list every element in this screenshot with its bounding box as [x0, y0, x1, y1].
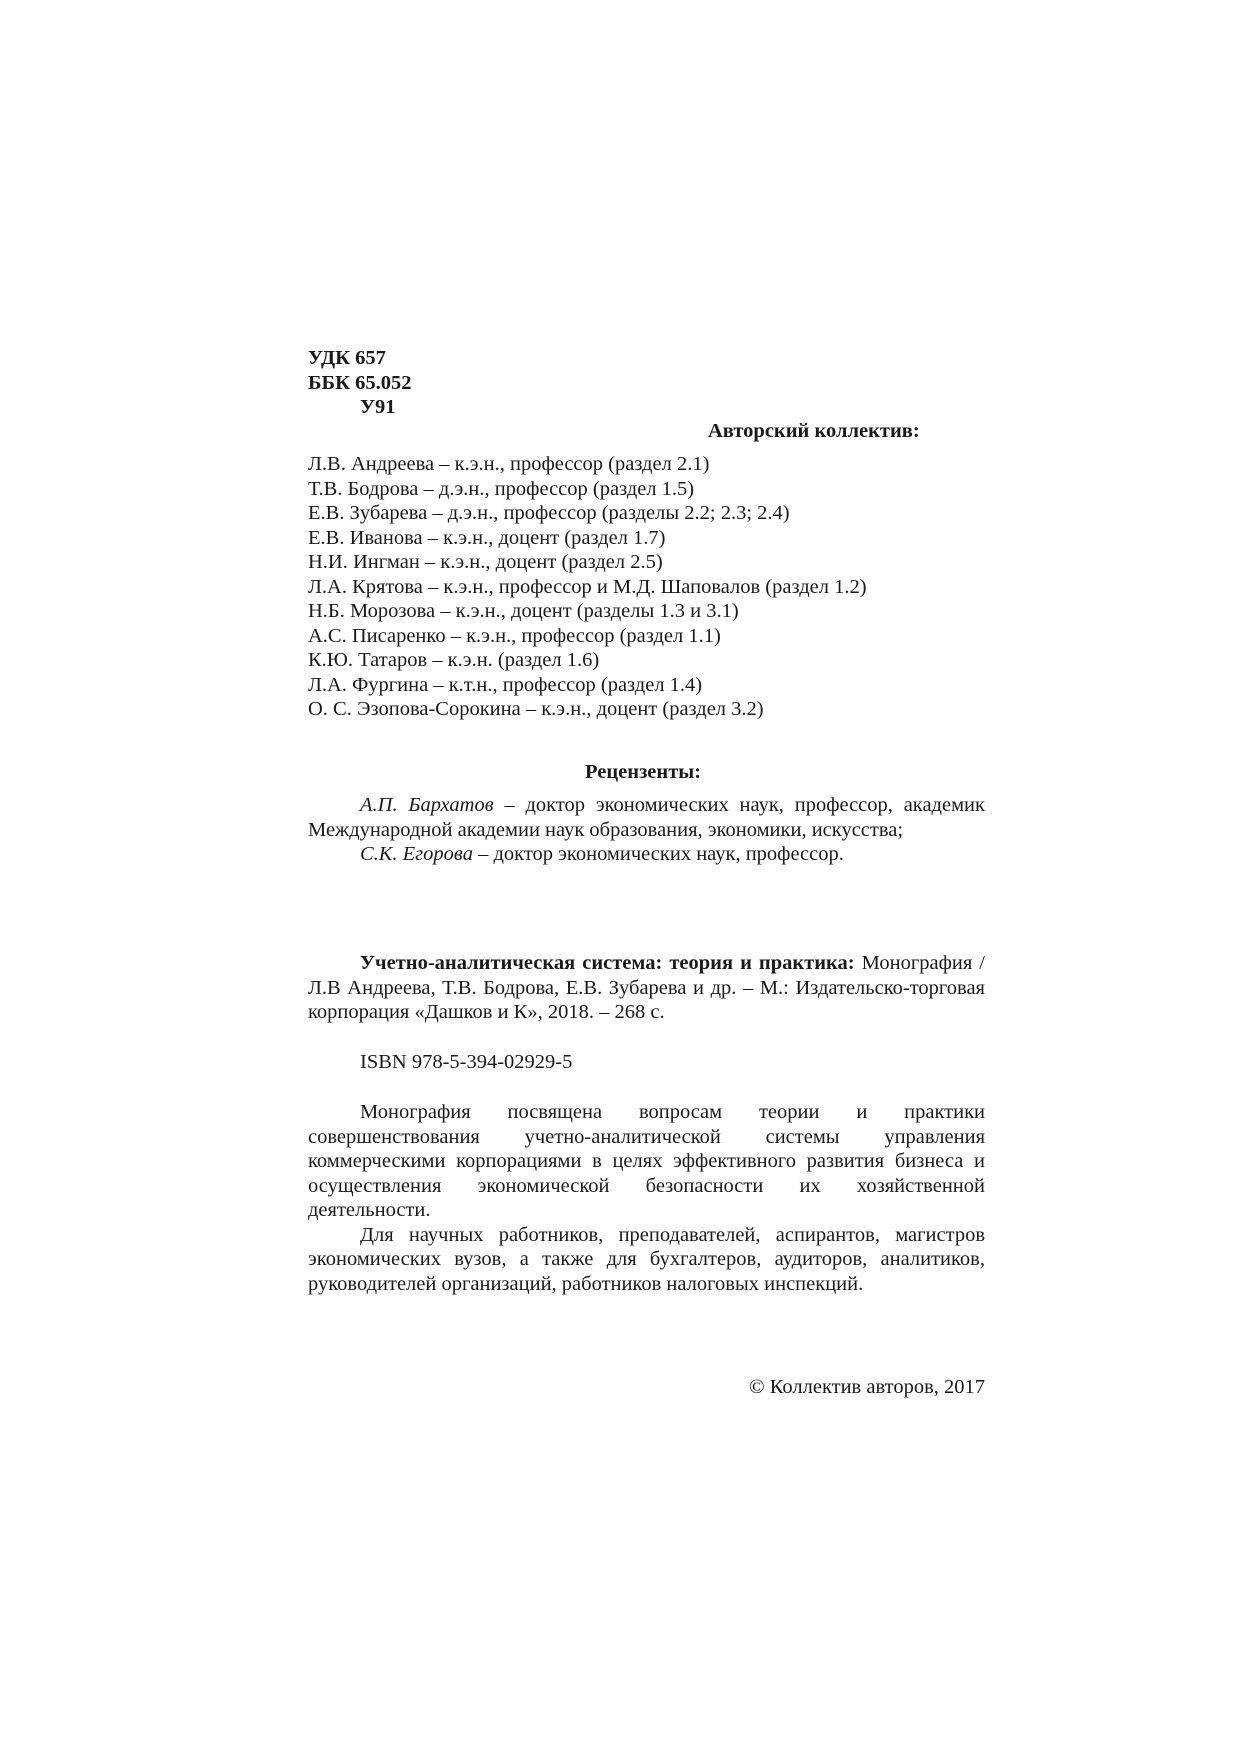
abstract	[308, 1100, 985, 1296]
author-item: А.С. Писаренко – к.э.н., профессор (раздел 1.1)	[308, 624, 721, 647]
reviewer-item	[308, 793, 985, 842]
author-item: Л.В. Андреева – к.э.н., профессор (раздел 2.1)	[308, 453, 710, 475]
authors-list	[308, 452, 985, 722]
copyright-notice: © Коллектив авторов, 2017	[749, 1376, 985, 1398]
reviewer-description: – доктор экономических наук, профессор, академик Международной академии наук образования, экономики, искусства;	[308, 794, 985, 841]
authors-heading: Авторский коллектив:	[708, 420, 920, 442]
reviewer-description: – доктор экономических наук, профессор.	[472, 843, 844, 865]
author-item: Е.В. Иванова – к.э.н., доцент (раздел 1.7)	[308, 526, 666, 549]
udk-code: УДК 657	[308, 347, 386, 369]
reviewer-name: С.К. Егорова	[360, 843, 473, 865]
author-item: Л.А. Крятова – к.э.н., профессор и М.Д. Шаповалов (раздел 1.2)	[308, 575, 867, 598]
bibliographic-entry	[308, 951, 985, 1025]
author-item: Н.Б. Морозова – к.э.н., доцент (разделы 1.3 и 3.1)	[308, 600, 739, 622]
classification-codes	[308, 346, 985, 420]
reviewer-item	[308, 842, 985, 867]
abstract-paragraph: Монография посвящена вопросам теории и практики совершенствования учетно-аналитической системы управления коммерческими корпорациями в целях эффективного развития бизнеса и осуществления экономической безопасности их хозяйственной деятельности.	[308, 1101, 985, 1221]
author-item: Л.А. Фургина – к.т.н., профессор (раздел 1.4)	[308, 673, 703, 696]
isbn: ISBN 978-5-394-02929-5	[360, 1051, 573, 1073]
author-mark: У91	[360, 396, 396, 418]
book-title: Учетно-аналитическая система: теория и практика:	[360, 952, 855, 974]
author-item: Т.В. Бодрова – д.э.н., профессор (раздел 1.5)	[308, 477, 695, 500]
author-item: К.Ю. Татаров – к.э.н. (раздел 1.6)	[308, 649, 600, 671]
bibliographic-details: Монография / Л.В Андреева, Т.В. Бодрова, Е.В. Зубарева и др. – М.: Издательско-торговая корпорация «Дашков и К», 2018. – 268 с.	[308, 952, 986, 1023]
abstract-paragraph: Для научных работников, преподавателей, аспирантов, магистров экономических вузов, а также для бухгалтеров, аудиторов, аналитиков, руководителей организаций, работников налоговых инспекций.	[308, 1223, 985, 1295]
author-item: Н.И. Ингман – к.э.н., доцент (раздел 2.5)	[308, 551, 663, 573]
reviewer-name: А.П. Бархатов	[360, 794, 494, 816]
author-item: Е.В. Зубарева – д.э.н., профессор (разделы 2.2; 2.3; 2.4)	[308, 502, 790, 524]
bibliographic-record	[308, 951, 985, 1025]
reviewers-heading: Рецензенты:	[585, 761, 702, 783]
bbk-code: ББК 65.052	[308, 371, 412, 394]
reviewers-list	[308, 793, 985, 867]
author-item: О. С. Эзопова-Сорокина – к.э.н., доцент (раздел 3.2)	[308, 698, 764, 720]
